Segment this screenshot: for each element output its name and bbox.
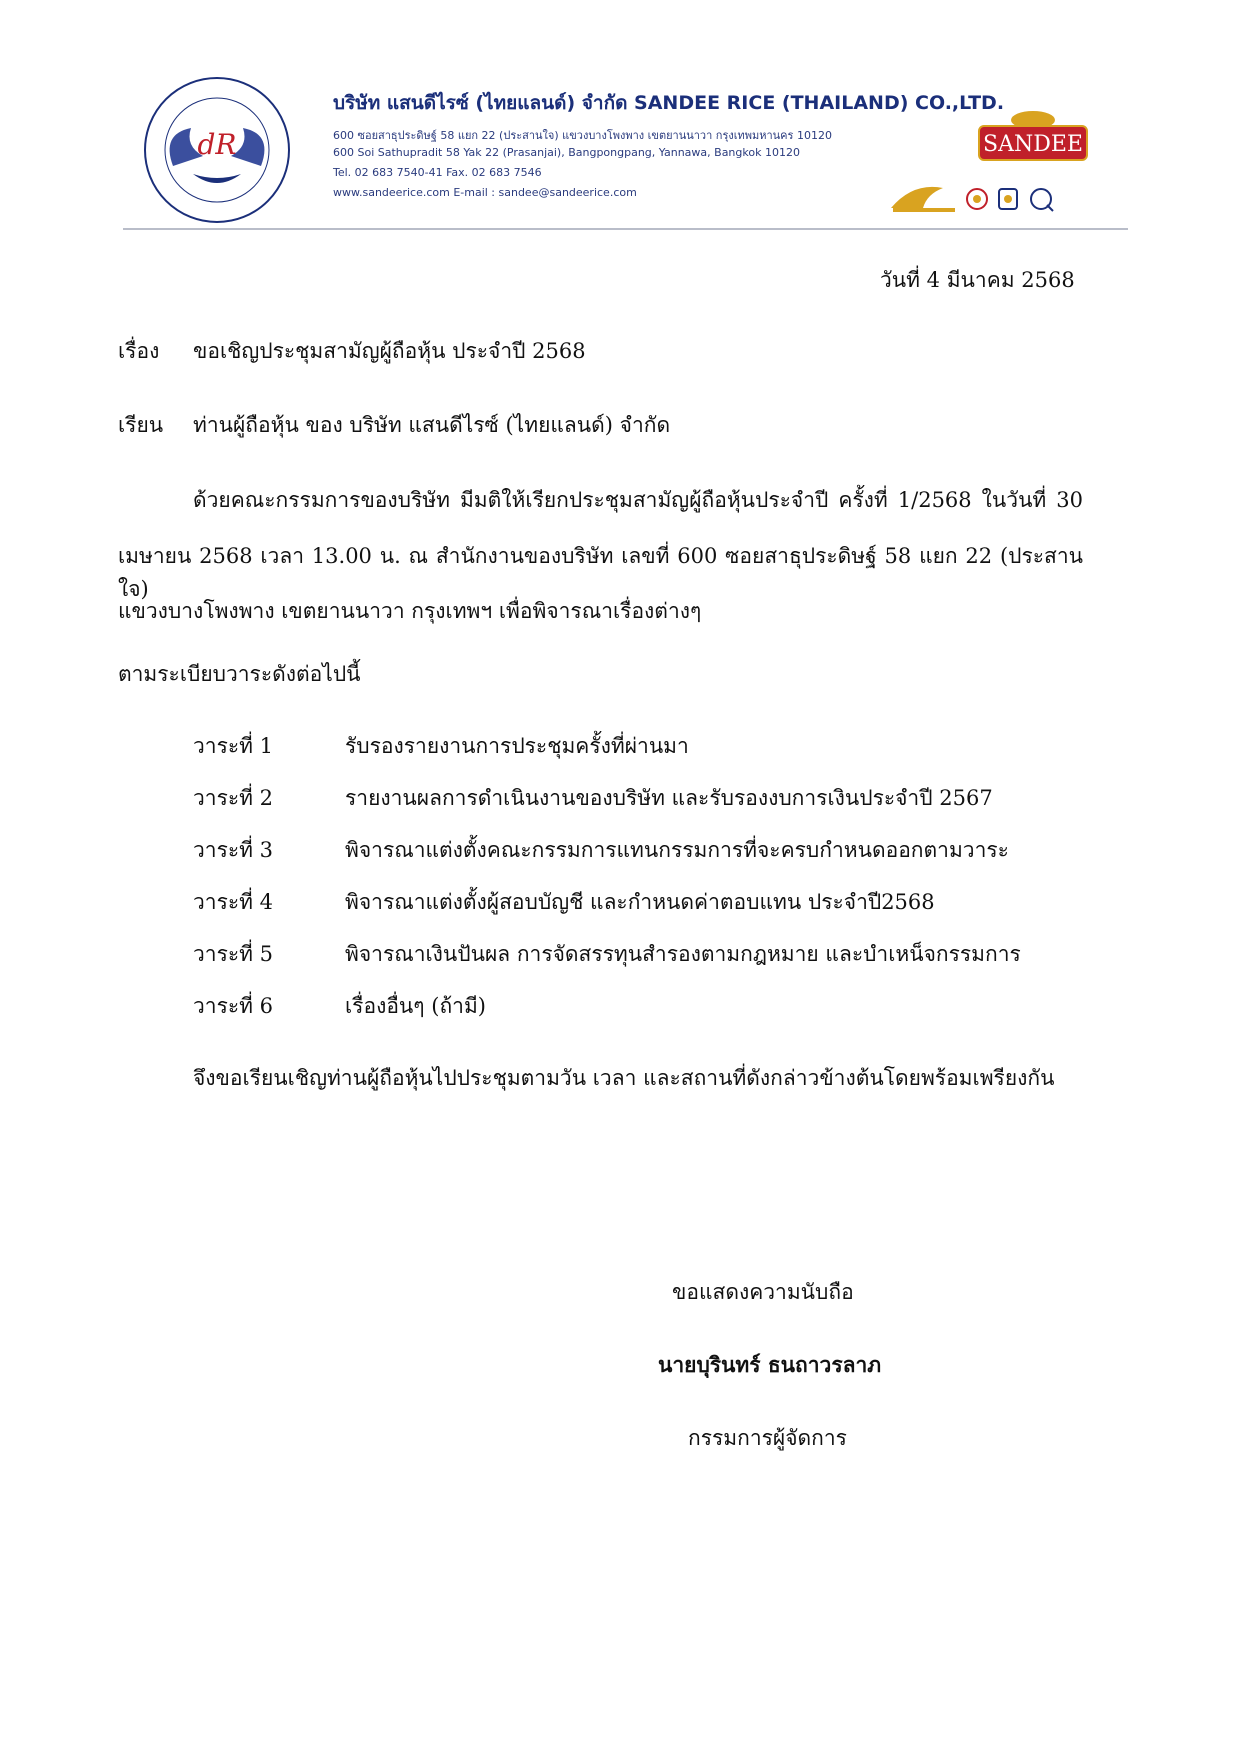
company-phone-fax: Tel. 02 683 7540-41 Fax. 02 683 7546	[333, 166, 542, 179]
header-divider	[123, 228, 1128, 230]
company-address-en: 600 Soi Sathupradit 58 Yak 22 (Prasanjai), Bangpongpang, Yannawa, Bangkok 10120	[333, 146, 800, 159]
recipient-text: ท่านผู้ถือหุ้น ของ บริษัท แสนดีไรซ์ (ไทยแลนด์) จำกัด	[193, 413, 671, 437]
brand-name: SANDEE	[983, 132, 1083, 157]
agenda-text: รับรองรายงานการประชุมครั้งที่ผ่านมา	[345, 734, 689, 758]
signatory-name: นายบุรินทร์ ธนถาวรลาภ	[658, 1352, 882, 1377]
sandee-brand-logo	[973, 106, 1093, 166]
agenda-text: เรื่องอื่นๆ (ถ้ามี)	[345, 994, 486, 1018]
agenda-number: วาระที่ 4	[193, 890, 274, 914]
company-web-email: www.sandeerice.com E-mail : sandee@sandeerice.com	[333, 186, 637, 199]
agenda-number: วาระที่ 5	[193, 942, 274, 966]
body-line: ด้วยคณะกรรมการของบริษัท มีมติให้เรียกประชุมสามัญผู้ถือหุ้นประจำปี ครั้งที่ 1/2568 ในวันที่ 30	[193, 488, 1083, 512]
body-line: เมษายน 2568 เวลา 13.00 น. ณ สำนักงานของบริษัท เลขที่ 600 ซอยสาธุประดิษฐ์ 58 แยก 22 (ประสานใจ)	[118, 544, 1083, 601]
signature-regards: ขอแสดงความนับถือ	[672, 1280, 854, 1304]
agenda-text: พิจารณาแต่งตั้งผู้สอบบัญชี และกำหนดค่าตอบแทน ประจำปี2568	[345, 890, 935, 914]
body-line: แขวงบางโพงพาง เขตยานนาวา กรุงเทพฯ เพื่อพิจารณาเรื่องต่างๆ	[118, 599, 702, 623]
company-seal-logo	[141, 74, 293, 226]
agenda-number: วาระที่ 1	[193, 734, 274, 758]
seal-monogram: dR	[197, 128, 237, 161]
closing-paragraph: จึงขอเรียนเชิญท่านผู้ถือหุ้นไปประชุมตามวัน เวลา และสถานที่ดังกล่าวข้างต้นโดยพร้อมเพรียงกัน	[193, 1066, 1055, 1090]
signatory-title: กรรมการผู้จัดการ	[688, 1426, 847, 1450]
anniversary-emblem-icon	[883, 178, 963, 216]
agenda-text: พิจารณาเงินปันผล การจัดสรรทุนสำรองตามกฎหมาย และบำเหน็จกรรมการ	[345, 942, 1021, 966]
recipient-label: เรียน	[118, 413, 164, 437]
agenda-number: วาระที่ 6	[193, 994, 274, 1018]
agenda-number: วาระที่ 2	[193, 786, 274, 810]
letterhead	[123, 66, 1128, 230]
agenda-intro: ตามระเบียบวาระดังต่อไปนี้	[118, 662, 361, 686]
certification-icons	[963, 184, 1063, 214]
subject-text: ขอเชิญประชุมสามัญผู้ถือหุ้น ประจำปี 2568	[193, 339, 586, 363]
subject-label: เรื่อง	[118, 339, 160, 363]
agenda-number: วาระที่ 3	[193, 838, 274, 862]
agenda-text: พิจารณาแต่งตั้งคณะกรรมการแทนกรรมการที่จะครบกำหนดออกตามวาระ	[345, 838, 1009, 862]
letter-date: วันที่ 4 มีนาคม 2568	[880, 268, 1075, 292]
agenda-text: รายงานผลการดำเนินงานของบริษัท และรับรองงบการเงินประจำปี 2567	[345, 786, 993, 810]
company-name: บริษัท แสนดีไรซ์ (ไทยแลนด์) จำกัด SANDEE RICE (THAILAND) CO.,LTD.	[333, 92, 1005, 114]
company-address-th: 600 ซอยสาธุประดิษฐ์ 58 แยก 22 (ประสานใจ) แขวงบางโพงพาง เขตยานนาวา กรุงเทพมหานคร 10120	[333, 129, 832, 142]
